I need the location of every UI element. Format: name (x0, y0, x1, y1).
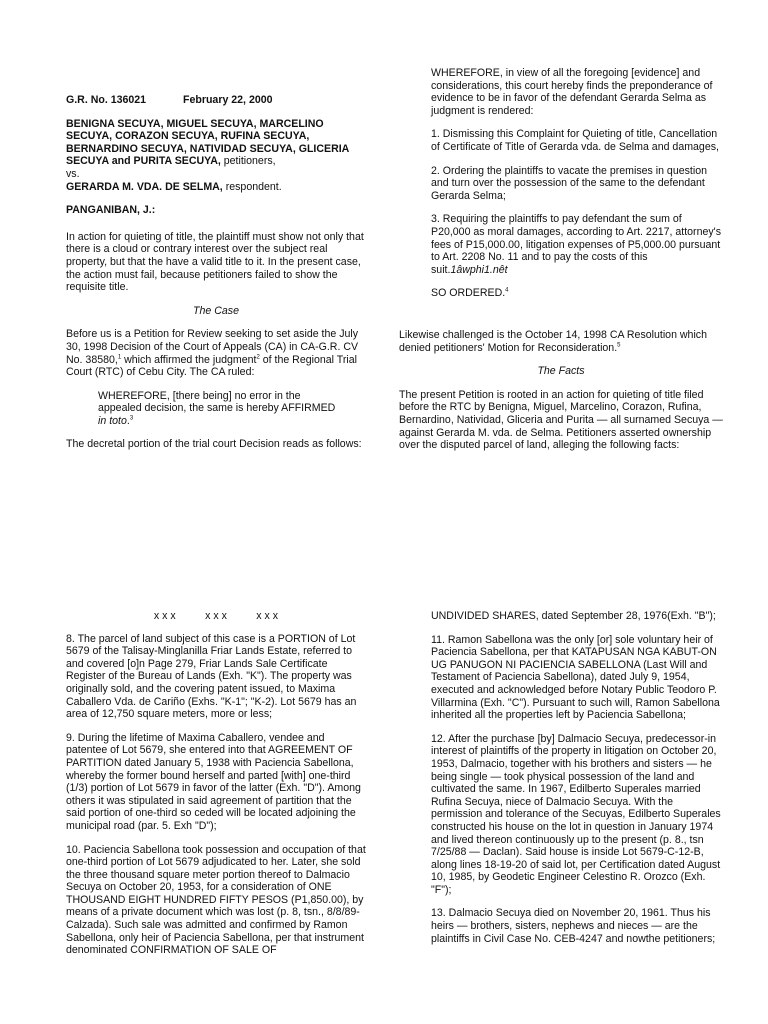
ponente: PANGANIBAN, J.: (66, 204, 156, 217)
wherefore-paragraph: WHEREFORE, in view of all the foregoing [evidence] and considerations, this court hereby finds the preponderance of evidence to be in favor of the defendant Gerarda Selma as judgment is rendered: (431, 67, 713, 117)
section-heading-the-facts: The Facts (537, 365, 585, 378)
ca-ruling-emphasis: in toto (98, 414, 127, 427)
ca-ruling-quote (66, 390, 366, 428)
petitioners-line (66, 118, 366, 168)
likewise-text: Likewise challenged is the October 14, 1998 CA Resolution which denied petitioners' Motion for Reconsideration. (399, 329, 707, 354)
intro-paragraph: In action for quieting of title, the plaintiff must show not only that there is a cloud or contrary interest over the subject real property, but that the have a valid title to it. In the present case, the action must fail, because petitioners failed to show the requisite title. (66, 230, 364, 294)
respondent-name: GERARDA M. VDA. DE SELMA, (66, 180, 223, 193)
fact-paragraph-12: 12. After the purchase [by] Dalmacio Secuya, predecessor-in interest of plaintiffs of the property in litigation on October 20, 1953, Dalmacio, together with his brothers and sisters — he being single — took physical possession of the land and cultivated the same. In 1967, Edilberto Superales married Rufina Secuya, niece of Dalmacio Secuya. With the permission and tolerance of the Secuyas, Edilberto Superales constructed his house on the lot in question in January 1974 and lived thereon continuously up to the present (p. 8., tsn 7/25/88 — Daclan). Said house is inside Lot 5679-C-12-B, along lines 18-19-20 of said lot, per Certification dated August 10, 1985, by Geodetic Engineer Celestino R. Orozco (Exh. "F"); (431, 732, 721, 896)
footnote-ref-4: 4 (505, 287, 509, 294)
fact-paragraph-8: 8. The parcel of land subject of this case is a PORTION of Lot 5679 of the Talisay-Minglanilla Friar Lands Estate, referred to and covered [o]n Page 279, Friar Lands Sale Certificate Register of the Bureau of Lands (Exh. "K"). The property was originally sold, and the covering patent issued, to Maxima Caballero Vda. de Cariño (Exhs. "K-1"; "K-2). Lot 5679 has an area of 12,750 square meters, more or less; (66, 632, 357, 721)
judgment-item-3 (431, 213, 723, 276)
footnote-ref-1: 1 (117, 353, 122, 360)
top-right-column (431, 67, 723, 311)
judgment-item-1: 1. Dismissing this Complaint for Quieting of title, Cancellation of Certificate of Title of Gerarda vda. de Selma and damages, (431, 128, 719, 153)
likewise-paragraph (399, 329, 723, 354)
fact-paragraph-11: 11. Ramon Sabellona was the only [or] sole voluntary heir of Paciencia Sabellona, per that KATAPUSAN NGA KABUT-ON UG PANUGON NI PACIENCIA SABELLONA (Last Will and Testament of Paciencia Sabellona), dated July 9, 1954, executed and acknowledged before Notary Public Teodoro P. Villarmina (Exh. "C"). Pursuant to such will, Ramon Sabellona inherited all the properties left by Paciencia Sabellona; (431, 633, 720, 722)
footnote-ref-3: 3 (129, 415, 134, 422)
versus: vs. (66, 167, 80, 180)
ca-ruling-period: . (126, 414, 130, 427)
fact-paragraph-13: 13. Dalmacio Secuya died on November 20, 1961. Thus his heirs — brothers, sisters, nephews and nieces — are the plaintiffs in Civil Case No. CEB-4247 and nowthe petitioners; (431, 907, 716, 945)
watermark-text: 1âwphi1.nêt (450, 263, 508, 276)
petitioners-names: BENIGNA SECUYA, MIGUEL SECUYA, MARCELINO SECUYA, CORAZON SECUYA, RUFINA SECUYA, BERNARDINO SECUYA, NATIVIDAD SECUYA, GLICERIA SECUYA and PURITA SECUYA, (66, 117, 349, 168)
petition-paragraph (66, 328, 366, 378)
present-petition-paragraph: The present Petition is rooted in an action for quieting of title filed before the RTC by Benigna, Miguel, Marcelino, Corazon, Rufina, Bernardino, Natividad, Gliceria and Purita — all surnamed Secuya — against Gerarda M. vda. de Selma. Petitioners asserted ownership over the disputed parcel of land, alleging the following facts: (399, 388, 723, 452)
omission-marker: x x x x x x x x x (153, 610, 279, 622)
fact-paragraph-10-cont: UNDIVIDED SHARES, dated September 28, 1976(Exh. "B"); (431, 610, 716, 622)
footnote-ref-5: 5 (617, 342, 621, 349)
gr-number: G.R. No. 136021 (66, 94, 147, 106)
judgment-item-2: 2. Ordering the plaintiffs to vacate the premises in question and turn over the possession of the same to the defendant Gerarda Selma; (431, 164, 707, 202)
case-header (66, 94, 366, 107)
top-left-column (66, 94, 366, 462)
petition-text-a: Before us is a Petition for Review seeking to set aside the July 30, 1998 Decision of the Court of Appeals (CA) in CA-G.R. CV No. 38580, (66, 328, 359, 366)
fact-paragraph-10: 10. Paciencia Sabellona took possession and occupation of that one-third portion of Lot 5679 adjudicated to her. Later, she sold the three thousand square meter portion thereof to Dalmacio Secuya on October 20, 1953, for a consideration of ONE THOUSAND EIGHT HUNDRED FIFTY PESOS (P1,850.00), by means of a private document which was lost (p. 8, tsn., 8/8/89-Calzada). Such sale was admitted and confirmed by Ramon Sabellona, only heir of Paciencia Sabellona, per that instrument denominated CONFIRMATION OF SALE OF (66, 843, 366, 957)
so-ordered (431, 287, 723, 300)
decision-date: February 22, 2000 (183, 94, 273, 106)
ca-ruling-text: WHEREFORE, [there being] no error in the appealed decision, the same is hereby AFFIRMED (98, 389, 336, 415)
petition-text-b: which affirmed the judgment (121, 353, 257, 366)
decretal-paragraph: The decretal portion of the trial court Decision reads as follows: (66, 438, 362, 451)
petitioners-label: petitioners, (220, 155, 276, 168)
footnote-ref-2: 2 (256, 353, 260, 360)
fact-paragraph-9: 9. During the lifetime of Maxima Caballero, vendee and patentee of Lot 5679, she entered into that AGREEMENT OF PARTITION dated January 5, 1938 with Paciencia Sabellona, whereby the former bound herself and parted [with] one-third (1/3) portion of Lot 5679 in favor of the latter (Exh. "D"). Among others it was stipulated in said agreement of partition that the said portion of one-third so ceded will be located adjoining the municipal road (par. 5. Exh "D"); (66, 731, 361, 832)
section-heading-the-case: The Case (193, 304, 239, 317)
petition-text-c: of the Regional Trial Court (RTC) of Cebu City. The CA ruled: (66, 353, 357, 379)
judgment-item-3-text: 3. Requiring the plaintiffs to pay defendant the sum of P20,000 as moral damages, according to Art. 2217, attorney's fees of P15,000.00, litigation expenses of P5,000.00 pursuant to Art. 2208 No. 11 and to pay the costs of this suit. (431, 213, 721, 276)
so-ordered-text: SO ORDERED. (431, 287, 506, 300)
bottom-right-column (431, 610, 723, 956)
respondent-label: respondent. (222, 180, 282, 193)
top-right-lower-column (399, 329, 723, 463)
bottom-left-column (66, 610, 366, 968)
respondent-line (66, 181, 366, 194)
